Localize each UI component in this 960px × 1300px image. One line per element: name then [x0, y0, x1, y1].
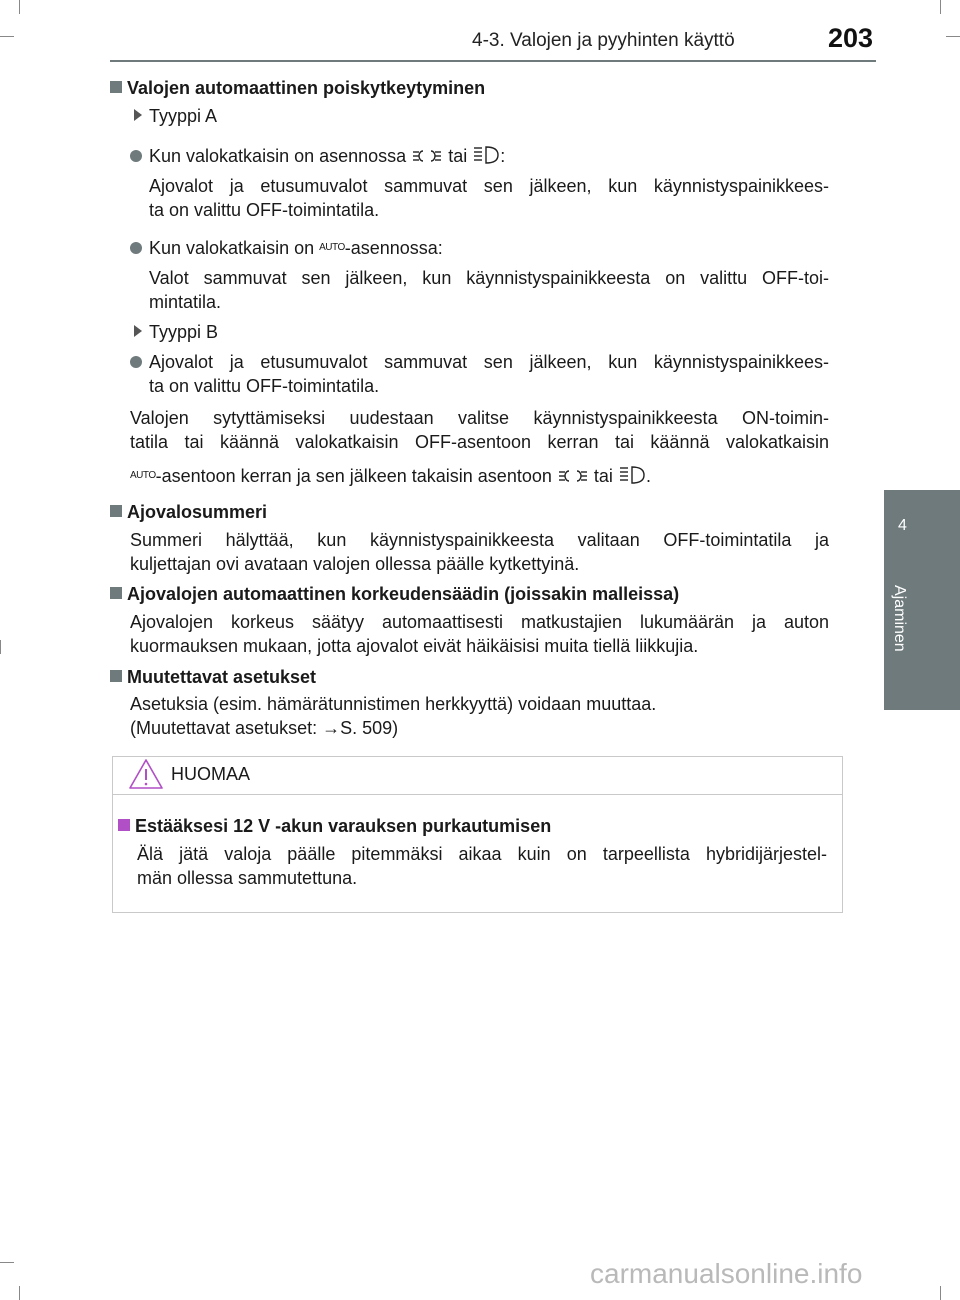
circle-bullet-icon	[130, 150, 142, 162]
crop-mark	[0, 1262, 14, 1263]
triangle-bullet-icon	[134, 109, 142, 121]
triangle-bullet-icon	[134, 325, 142, 337]
warning-triangle-icon	[128, 758, 164, 790]
section-heading-buzzer: Ajovalosummeri	[110, 500, 267, 524]
square-bullet-icon	[110, 587, 122, 599]
list-item: Ajovalot ja etusumuvalot sammuvat sen jälkeen, kun käynnistyspainikkees-	[130, 350, 829, 374]
type-a-label: Tyyppi A	[134, 104, 217, 128]
list-item: Kun valokatkaisin on asennossa tai :	[130, 144, 505, 168]
list-item: Kun valokatkaisin on $^{AUTO}$-asennossa:	[130, 236, 443, 260]
body-text: $^{AUTO}$-asentoon kerran ja sen jälkeen takaisin asentoon tai .	[130, 466, 651, 486]
crop-mark	[0, 640, 1, 654]
body-text: Ajovalot ja etusumuvalot sammuvat sen jälkeen, kun käynnistyspainikkees-	[149, 176, 829, 196]
notice-text: Älä jätä valoja päälle pitemmäksi aikaa kuin on tarpeellista hybridijärjestel-	[137, 844, 827, 864]
body-text: mintatila.	[149, 292, 222, 312]
body-text: tatila tai käännä valokatkaisin OFF-asentoon kerran tai käännä valokatkaisin	[130, 432, 829, 452]
body-text: Valojen sytyttämiseksi uudestaan valitse käynnistyspainikkeesta ON-toimin-	[130, 408, 829, 428]
section-heading-auto-off: Valojen automaattinen poiskytkeytyminen	[110, 76, 485, 100]
headlights-icon	[472, 145, 500, 165]
notice-text: män ollessa sammutettuna.	[137, 868, 358, 888]
square-bullet-icon	[118, 819, 130, 831]
body-text: kuormauksen mukaan, jotta ajovalot eivät häikäisisi muita tiellä liikkujia.	[130, 636, 699, 656]
crop-mark	[940, 0, 941, 14]
section-heading-settings: Muutettavat asetukset	[110, 665, 316, 689]
chapter-number: 4	[898, 517, 907, 534]
crop-mark	[946, 36, 960, 37]
auto-mode-icon: AUTO	[319, 242, 345, 253]
body-text: Asetuksia (esim. hämärätunnistimen herkkyyttä) voidaan muuttaa.	[130, 694, 657, 714]
square-bullet-icon	[110, 505, 122, 517]
chapter-label: Ajaminen	[891, 585, 908, 652]
notice-divider	[113, 794, 842, 795]
parking-lights-icon	[411, 147, 443, 165]
notice-heading: Estääksesi 12 V -akun varauksen purkautumisen	[118, 814, 551, 838]
circle-bullet-icon	[130, 242, 142, 254]
circle-bullet-icon	[130, 356, 142, 368]
page-reference: (Muutettavat asetukset: →S. 509)	[130, 718, 399, 738]
crop-mark	[19, 0, 20, 14]
section-heading-leveling: Ajovalojen automaattinen korkeudensäädin (joissakin malleissa)	[110, 582, 679, 606]
crop-mark	[0, 36, 14, 37]
auto-mode-icon: AUTO	[130, 470, 156, 481]
watermark: carmanualsonline.info	[590, 1258, 863, 1289]
section-title: 4-3. Valojen ja pyyhinten käyttö	[472, 30, 735, 51]
body-text: kuljettajan ovi avataan valojen ollessa päälle kytkettyinä.	[130, 554, 580, 574]
type-b-label: Tyyppi B	[134, 320, 218, 344]
square-bullet-icon	[110, 81, 122, 93]
square-bullet-icon	[110, 670, 122, 682]
crop-mark	[940, 1286, 941, 1300]
body-text: Summeri hälyttää, kun käynnistyspainikkeesta valitaan OFF-toimintatila ja	[130, 530, 829, 550]
crop-mark	[19, 1286, 20, 1300]
page-number: 203	[828, 23, 874, 53]
body-text: ta on valittu OFF-toimintatila.	[149, 200, 380, 220]
notice-title: HUOMAA	[171, 764, 251, 784]
body-text: ta on valittu OFF-toimintatila.	[149, 376, 380, 396]
body-text: Valot sammuvat sen jälkeen, kun käynnistyspainikkeesta on valittu OFF-toi-	[149, 268, 829, 288]
headlights-icon	[618, 465, 646, 485]
header-rule	[110, 60, 876, 62]
parking-lights-icon	[557, 467, 589, 485]
body-text: Ajovalojen korkeus säätyy automaattisesti matkustajien lukumäärän ja auton	[130, 612, 829, 632]
